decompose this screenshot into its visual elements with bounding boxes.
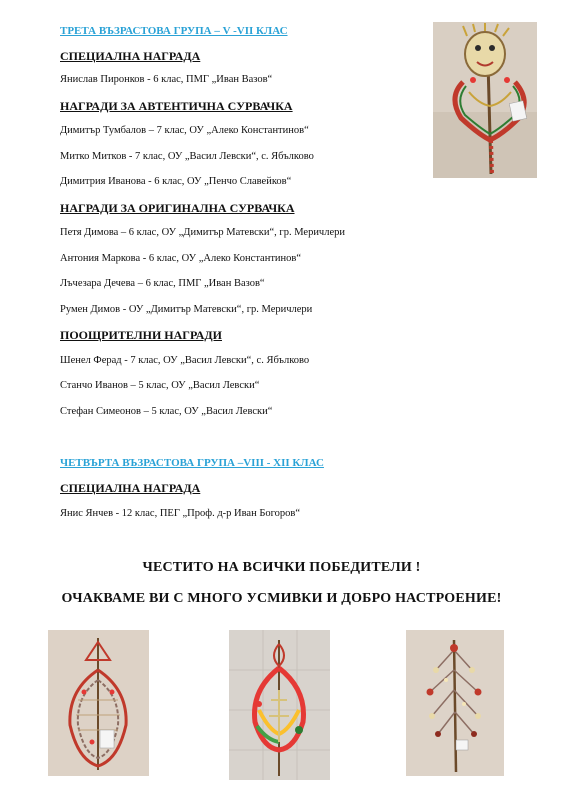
closing-message-line: ОЧАКВАМЕ ВИ С МНОГО УСМИВКИ И ДОБРО НАСТРОЕНИЕ! (61, 591, 502, 606)
group4-title: ЧЕТВЪРТА ВЪЗРАСТОВА ГРУПА –VIII - XII КЛАС (60, 457, 324, 469)
section-heading-authentic: НАГРАДИ ЗА АВТЕНТИЧНА СУРВАЧКА (60, 99, 293, 113)
award-entry: Стефан Симеонов – 5 клас, ОУ „Васил Левски“ (60, 406, 273, 417)
award-entry: Димитър Тумбалов – 7 клас, ОУ „Алеко Константинов“ (60, 125, 309, 136)
award-entry: Румен Димов - ОУ „Димитър Матевски“, гр. Меричлери (60, 304, 313, 315)
section-heading-original: НАГРАДИ ЗА ОРИГИНАЛНА СУРВАЧКА (60, 201, 295, 215)
section-heading-encouragement: ПООЩРИТЕЛНИ НАГРАДИ (60, 328, 222, 342)
survachka-photo (229, 630, 330, 780)
congratulations-line: ЧЕСТИТО НА ВСИЧКИ ПОБЕДИТЕЛИ ! (142, 560, 421, 575)
survachka-photo (433, 22, 537, 178)
award-entry: Димитрия Иванова - 6 клас, ОУ „Пенчо Славейков“ (60, 176, 292, 187)
group3-title: ТРЕТА ВЪЗРАСТОВА ГРУПА – V -VII КЛАС (60, 25, 288, 37)
award-entry: Янис Янчев - 12 клас, ПЕГ „Проф. д-р Иван Богоров“ (60, 508, 301, 519)
survachka-photo (48, 630, 149, 776)
section-heading-special-award: СПЕЦИАЛНА НАГРАДА (60, 481, 201, 495)
award-entry: Петя Димова – 6 клас, ОУ „Димитър Матевски“, гр. Меричлери (60, 227, 345, 238)
section-heading-special-award: СПЕЦИАЛНА НАГРАДА (60, 49, 201, 63)
award-entry: Станчо Иванов – 5 клас, ОУ „Васил Левски“ (60, 380, 260, 391)
survachka-photo (406, 630, 504, 776)
award-entry: Янислав Пиронков - 6 клас, ПМГ „Иван Вазов“ (60, 74, 273, 85)
award-entry: Митко Митков - 7 клас, ОУ „Васил Левски“, с. Ябълково (60, 151, 314, 162)
award-entry: Шенел Ферад - 7 клас, ОУ „Васил Левски“, с. Ябълково (60, 355, 310, 366)
award-entry: Лъчезара Дечева – 6 клас, ПМГ „Иван Вазов“ (60, 278, 265, 289)
award-entry: Антония Маркова - 6 клас, ОУ „Алеко Константинов“ (60, 253, 302, 264)
